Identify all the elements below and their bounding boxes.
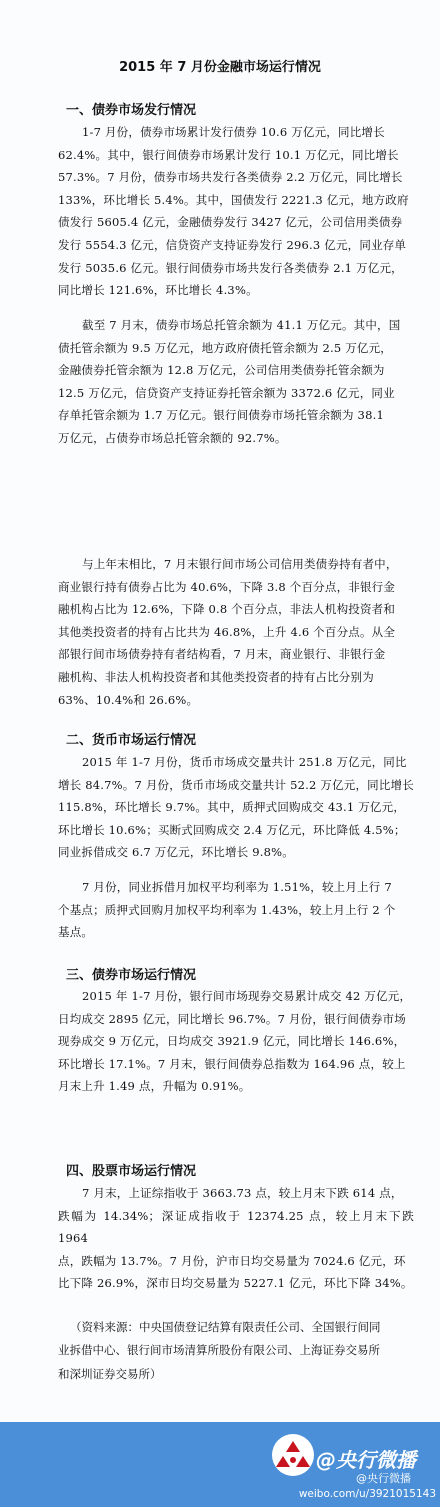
weibo-brand: @央行微播 bbox=[316, 1448, 416, 1472]
paragraph: 2015 年 1-7 月份，银行间市场现券交易累计成交 42 万亿元， 日均成交 2895 亿元，同比增长 96.7%。7 月份，银行间债券市场 现券成交 9 万亿元，日均成交 3921.9 亿元，同比增长 146.6%， 环比增长 17.1%。7 月末，银行间债券总指数为 164.96 点，较上 月末上升 1.49 点，升幅为 0.91%。 bbox=[58, 989, 412, 1094]
section-heading-bond-market: 三、债券市场运行情况 bbox=[66, 968, 197, 983]
section-heading-stock-market: 四、股票市场运行情况 bbox=[66, 1164, 197, 1179]
paragraph: 截至 7 月末，债券市场总托管余额为 41.1 万亿元。其中，国 债托管余额为 9.5 万亿元，地方政府债托管余额为 2.5 万亿元， 金融债券托管余额为 12.8 万亿元，公司信用类债券托管余额为 12.5 万亿元，信贷资产支持证券托管余额为 3372.6 亿元，同业 存单托管余额为 1.7 万亿元。银行间债券市场托管余额为 38.1 万亿元，占债券市场总托管余额的 92.7%。 bbox=[58, 318, 401, 445]
paragraph: 7 月份，同业拆借月加权平均利率为 1.51%，较上月上行 7 个基点；质押式回购月加权平均利率为 1.43%，较上月上行 2 个 基点。 bbox=[58, 880, 396, 940]
paragraph: 1-7 月份，债券市场累计发行债券 10.6 万亿元，同比增长 62.4%。其中，银行间债券市场累计发行 10.1 万亿元，同比增长 57.3%。7 月份，债券市场共发行各类债券 2.2 万亿元，同比增长 133%，环比增长 5.4%。其中，国债发行 2221.3 亿元，地方政府 债发行 5605.4 亿元，金融债券发行 3427 亿元，公司信用类债券 发行 5554.3 亿元，信贷资产支持证券发行 296.3 亿元，同业存单 发行 5035.6 亿元。银行间债券市场共发行各类债券 2.1 万亿元， 同比增长 121.6%，环比增长 4.3%。 bbox=[58, 125, 409, 298]
section-heading-money-market: 二、货币市场运行情况 bbox=[66, 733, 197, 748]
weibo-footer bbox=[0, 1422, 440, 1507]
paragraph: 2015 年 1-7 月份，货币市场成交量共计 251.8 万亿元，同比 增长 84.7%。7 月份，货币市场成交量共计 52.2 万亿元，同比增长 115.8%，环比增长 9.7%。其中，质押式回购成交 43.1 万亿元， 环比增长 10.6%；买断式回购成交 2.4 万亿元，环比降低 4.5%； 同业拆借成交 6.7 万亿元，环比增长 9.8%。 bbox=[58, 755, 414, 860]
weibo-url[interactable]: weibo.com/u/3921015143 bbox=[298, 1488, 436, 1500]
source-note: （资料来源：中央国债登记结算有限责任公司、全国银行间同 业拆借中心、银行间市场清算所股份有限公司、上海证券交易所 和深圳证券交易所） bbox=[58, 1320, 381, 1381]
page-title: 2015 年 7 月份金融市场运行情况 bbox=[119, 60, 321, 75]
section-heading-bond-issuance: 一、债券市场发行情况 bbox=[66, 103, 197, 118]
paragraph: 7 月末，上证综指收于 3663.73 点，较上月末下跌 614 点， 跌幅为 14.34%；深证成指收于 12374.25 点，较上月末下跌 1964 点，跌幅为 13.7%。7 月份，沪市日均交易量为 7024.6 亿元，环 比下降 26.9%，深市日均交易量为 5227.1 亿元，环比下降 34%。 bbox=[58, 1186, 414, 1291]
weibo-handle: @央行微播 bbox=[356, 1472, 411, 1485]
pboc-logo-icon bbox=[270, 1432, 316, 1478]
paragraph: 与上年末相比，7 月末银行间市场公司信用类债券持有者中， 商业银行持有债券占比为 40.6%，下降 3.8 个百分点，非银行金 融机构占比为 12.6%，下降 0.8 个百分点，非法人机构投资者和 其他类投资者的持有占比共为 46.8%，上升 4.6 个百分点。从全 部银行间市场债券持有者结构看，7 月末，商业银行、非银行金 融机构、非法人机构投资者和其他类投资者的持有占比分别为 63%、10.4%和 26.6%。 bbox=[58, 557, 398, 707]
